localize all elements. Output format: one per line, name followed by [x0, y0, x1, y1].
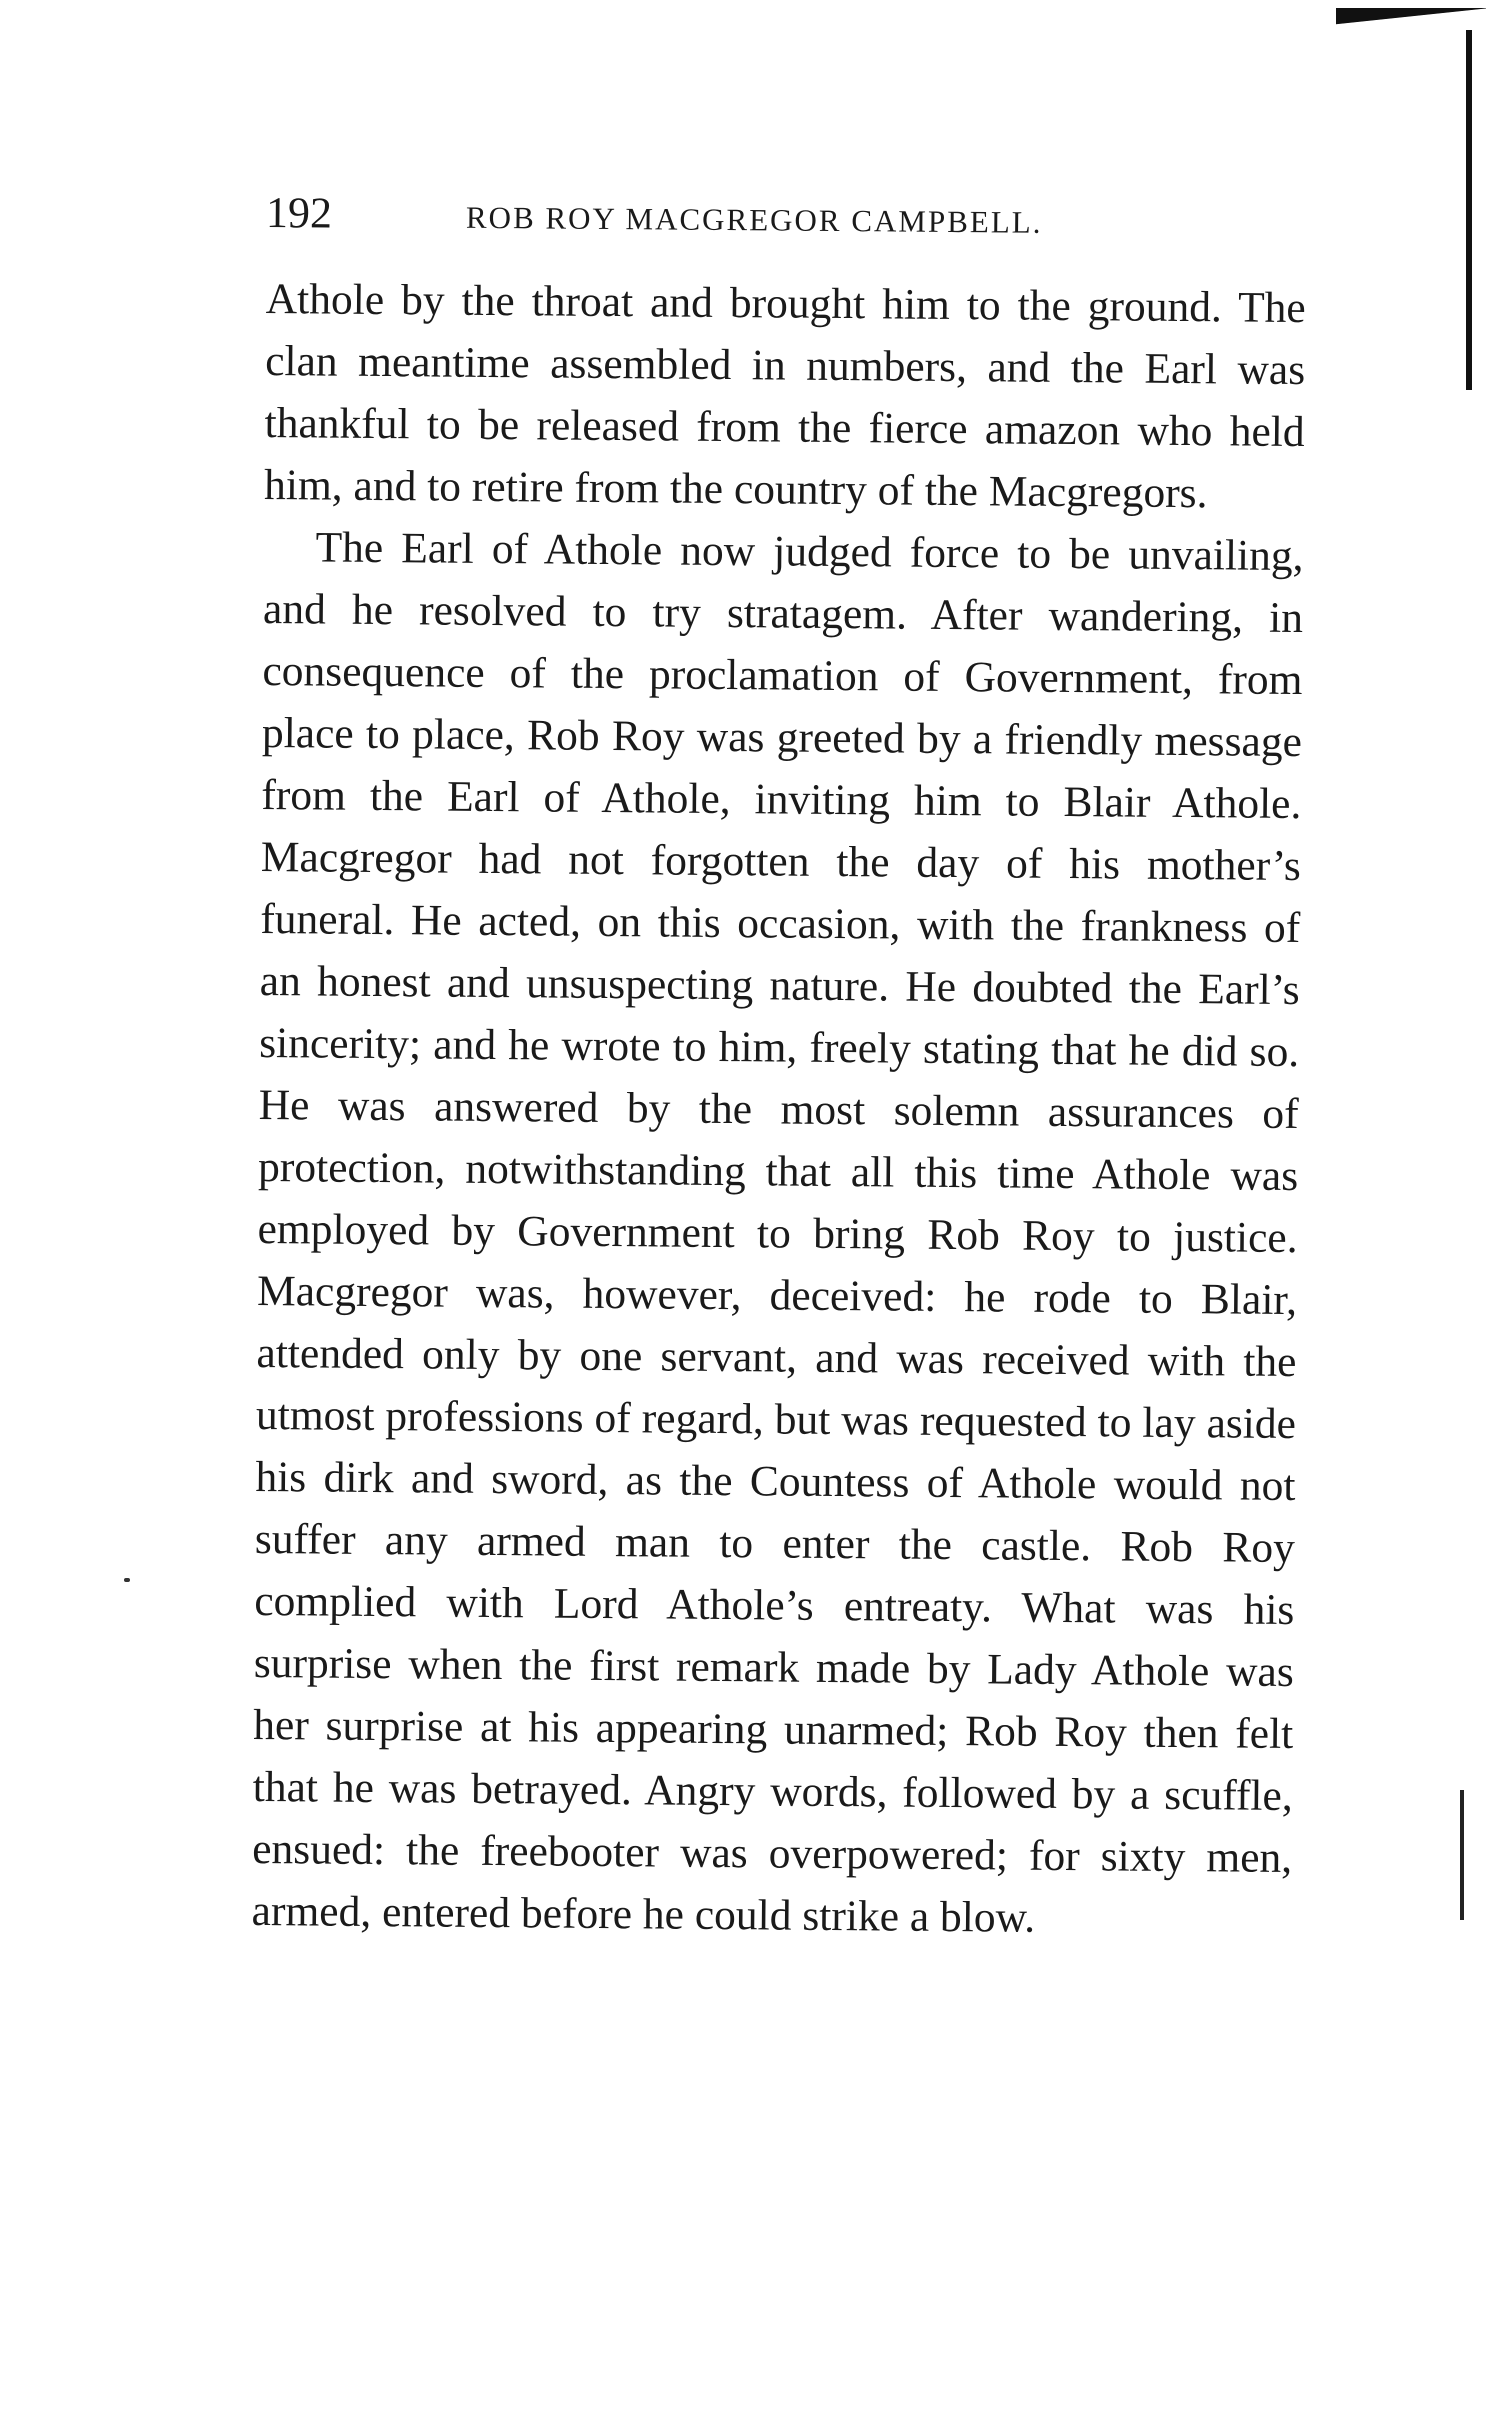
- scan-edge-line: [1466, 30, 1472, 390]
- ink-speck: [124, 1578, 130, 1582]
- running-title: ROB ROY MACGREGOR CAMPBELL.: [465, 199, 1043, 240]
- paragraph-1: Athole by the throat and brought him to the ground. The clan meantime assembled in numbers, and the Earl was thankful to be released from the fierce amazon who held him, and to retire from the country of the Macgregors.: [263, 274, 1306, 518]
- body-text: [251, 268, 1306, 1951]
- page-header: [266, 188, 1146, 246]
- scan-edge-shadow: [1336, 8, 1486, 38]
- page-number: 192: [265, 188, 333, 238]
- paragraph-2: The Earl of Athole now judged force to be unvailing, and he resolved to try stratagem. After wandering, in consequence of the proclamation of Government, from place to place, Rob Roy was greeted by a friendly message from the Earl of Athole, inviting him to Blair Athole. Macgregor had not forgotten the day of his mother’s funeral. He acted, on this occasion, with the frankness of an honest and unsuspecting nature. He doubted the Earl’s sincerity; and he wrote to him, freely stating that he did so. He was answered by the most solemn assurances of protection, notwithstanding that all this time Athole was employed by Government to bring Rob Roy to justice. Macgregor was, however, deceived: he rode to Blair, attended only by one servant, and was received with the utmost professions of regard, but was requested to lay aside his dirk and sword, as the Countess of Athole would not suffer any armed man to enter the castle. Rob Roy complied with Lord Athole’s entreaty. What was his surprise when the first remark made by Lady Athole was her surprise at his appearing unarmed; Rob Roy then felt that he was betrayed. Angry words, followed by a scuffle, ensued: the freebooter was overpowered; for sixty men, armed, entered before he could strike a blow.: [251, 523, 1304, 1942]
- scan-edge-mark: [1460, 1790, 1464, 1920]
